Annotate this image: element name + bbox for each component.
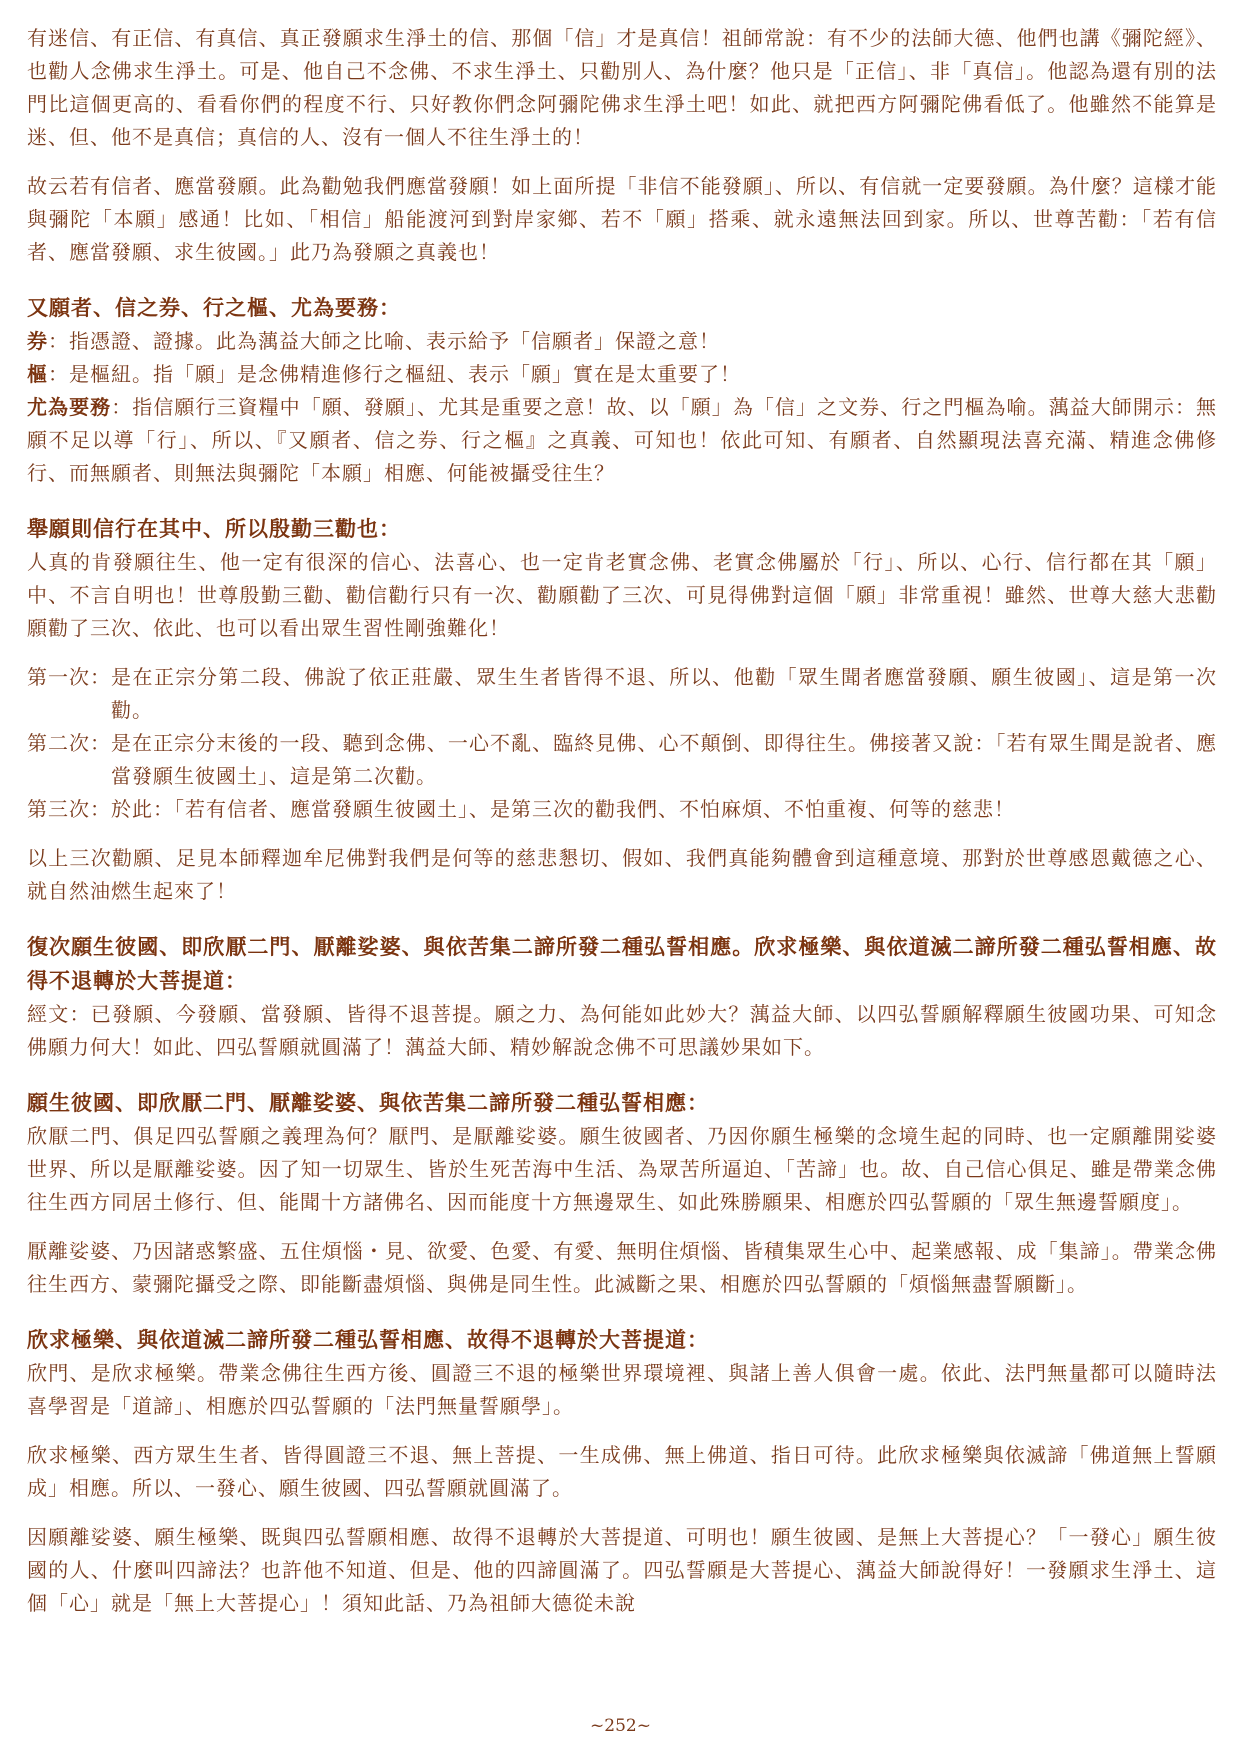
term-label: 尤為要務 — [27, 395, 112, 419]
paragraph-seek-bliss-1: 欣門、是欣求極樂。帶業念佛往生西方後、圓證三不退的極樂世界環境裡、與諸上善人俱會一處。依此、法門無量都可以隨時法喜學習是「道諦」、相應於四弘誓願的「法門無量誓願學」。 — [27, 1361, 1217, 1418]
list-item-text: 於此：「若有信者、應當發願生彼國土」、是第三次的勸我們、不怕麻煩、不怕重複、何等的慈悲！ — [111, 797, 1015, 821]
term-text: ：指信願行三資糧中「願、發願」、尤其是重要之意！故、以「願」為「信」之文券、行之門樞為喻。蕅益大師開示：無願不足以導「行」、所以、『又願者、信之券、行之樞』之真義、可知也！依此可知、有願者、自然顯現法喜充滿、精進念佛修行、而無願者、則無法與彌陀「本願」相應、何能被攝受往生？ — [27, 395, 1218, 485]
list-item-text: 是在正宗分第二段、佛說了依正莊嚴、眾生生者皆得不退、所以、他勸「眾生聞者應當發願、願生彼國」、這是第一次勸。 — [111, 665, 1217, 722]
exhortation-list — [27, 661, 1217, 826]
list-item-text: 是在正宗分末後的一段、聽到念佛、一心不亂、臨終見佛、心不顛倒、即得往生。佛接著又說：「若有眾生聞是說者、應當發願生彼國土」、這是第二次勸。 — [111, 731, 1217, 788]
section-heading-renounce-saha: 願生彼國、即欣厭二門、厭離娑婆、與依苦集二諦所發二種弘誓相應： — [27, 1091, 709, 1115]
list-item — [27, 793, 1217, 826]
paragraph-seek-bliss-3: 因願離娑婆、願生極樂、既與四弘誓願相應、故得不退轉於大菩提道、可明也！願生彼國、是無上大菩提心？「一發心」願生彼國的人、什麼叫四諦法？也許他不知道、但是、他的四諦圓滿了。四弘誓願是大菩提心、蕅益大師說得好！一發願求生淨土、這個「心」就是「無上大菩提心」！須知此話、乃為祖師大德從未說 — [27, 1525, 1217, 1615]
term-definition — [27, 325, 1217, 358]
term-text: ：指憑證、證據。此為蕅益大師之比喻、表示給予「信願者」保證之意！ — [48, 329, 720, 353]
section-heading-seek-bliss: 欣求極樂、與依道滅二諦所發二種弘誓相應、故得不退轉於大菩提道： — [27, 1328, 709, 1352]
paragraph-two-gates-body: 經文：已發願、今發願、當發願、皆得不退菩提。願之力、為何能如此妙大？蕅益大師、以四弘誓願解釋願生彼國功果、可知念佛願力何大！如此、四弘誓願就圓滿了！蕅益大師、精妙解說念佛不可思議妙果如下。 — [27, 1002, 1217, 1059]
term-label: 券 — [27, 329, 48, 353]
section-heading-two-gates: 復次願生彼國、即欣厭二門、厭離娑婆、與依苦集二諦所發二種弘誓相應。欣求極樂、與依道滅二諦所發二種弘誓相應、故得不退轉於大菩提道： — [27, 935, 1217, 993]
term-definition — [27, 391, 1217, 490]
paragraph-exhortation-closing: 以上三次勸願、足見本師釋迦牟尼佛對我們是何等的慈悲懇切、假如、我們真能夠體會到這種意境、那對於世尊感恩戴德之心、就自然油燃生起來了！ — [27, 846, 1217, 903]
list-item — [27, 727, 1217, 793]
section-heading-vow-token: 又願者、信之券、行之樞、尤為要務： — [27, 296, 401, 320]
list-item-label: 第二次： — [27, 731, 111, 755]
paragraph-seek-bliss-2: 欣求極樂、西方眾生生者、皆得圓證三不退、無上菩提、一生成佛、無上佛道、指日可待。此欣求極樂與依滅諦「佛道無上誓願成」相應。所以、一發心、願生彼國、四弘誓願就圓滿了。 — [27, 1443, 1217, 1500]
term-definition — [27, 358, 1217, 391]
paragraph-true-faith: 有迷信、有正信、有真信、真正發願求生淨土的信、那個「信」才是真信！祖師常說：有不少的法師大德、他們也講《彌陀經》、也勸人念佛求生淨土。可是、他自己不念佛、不求生淨土、只勸別人、為什麼？他只是「正信」、非「真信」。他認為還有別的法門比這個更高的、看看你們的程度不行、只好教你們念阿彌陀佛求生淨土吧！如此、就把西方阿彌陀佛看低了。他雖然不能算是迷、但、他不是真信；真信的人、沒有一個人不往生淨土的！ — [27, 26, 1217, 149]
paragraph-make-vow: 故云若有信者、應當發願。此為勸勉我們應當發願！如上面所提「非信不能發願」、所以、有信就一定要發願。為什麼？這樣才能與彌陀「本願」感通！比如、「相信」船能渡河到對岸家鄉、若不「願」搭乘、就永遠無法回到家。所以、世尊苦勸：「若有信者、應當發願、求生彼國。」此乃為發願之真義也！ — [27, 174, 1217, 264]
paragraph-exhortation-body: 人真的肯發願往生、他一定有很深的信心、法喜心、也一定肯老實念佛、老實念佛屬於「行」、所以、心行、信行都在其「願」中、不言自明也！世尊殷勤三勸、勸信勸行只有一次、勸願勸了三次、可見得佛對這個「願」非常重視！雖然、世尊大慈大悲勸願勸了三次、依此、也可以看出眾生習性剛強難化！ — [27, 550, 1217, 640]
page-number: ~252~ — [590, 1716, 651, 1736]
paragraph-renounce-saha-2: 厭離娑婆、乃因諸惑繁盛、五住煩惱・見、欲愛、色愛、有愛、無明住煩惱、皆積集眾生心中、起業感報、成「集諦」。帶業念佛往生西方、蒙彌陀攝受之際、即能斷盡煩惱、與佛是同生性。此滅斷之果、相應於四弘誓願的「煩惱無盡誓願斷」。 — [27, 1239, 1217, 1296]
list-item-label: 第三次： — [27, 797, 111, 821]
list-item — [27, 661, 1217, 727]
list-item-label: 第一次： — [27, 665, 111, 689]
term-label: 樞 — [27, 362, 48, 386]
section-heading-three-exhortations: 舉願則信行在其中、所以殷勤三勸也： — [27, 517, 401, 541]
term-text: ：是樞紐。指「願」是念佛精進修行之樞紐、表示「願」實在是太重要了！ — [48, 362, 741, 386]
paragraph-renounce-saha-1: 欣厭二門、俱足四弘誓願之義理為何？厭門、是厭離娑婆。願生彼國者、乃因你願生極樂的念境生起的同時、也一定願離開娑婆世界、所以是厭離娑婆。因了知一切眾生、皆於生死苦海中生活、為眾苦所逼迫、「苦諦」也。故、自己信心俱足、雖是帶業念佛往生西方同居土修行、但、能聞十方諸佛名、因而能度十方無邊眾生、如此殊勝願果、相應於四弘誓願的「眾生無邊誓願度」。 — [27, 1124, 1217, 1214]
